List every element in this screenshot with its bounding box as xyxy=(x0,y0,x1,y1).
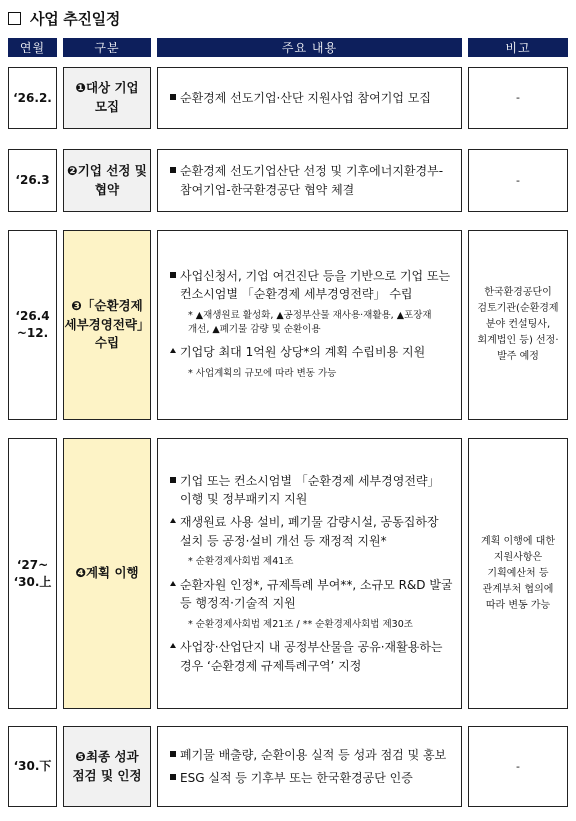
content-item xyxy=(166,89,455,108)
content-item-text: 사업장·산업단지 내 공정부산물을 공유·재활용하는 경우 ‘순환경제 규제특례구역’ 지정 xyxy=(180,639,443,673)
row-category: ❸「순환경제 세부경영전략」 수립 xyxy=(63,230,151,420)
header-date: 연월 xyxy=(8,38,57,57)
row-content xyxy=(157,149,462,212)
content-footnote: * ▲재생원료 활성화, ▲공정부산물 재사용·재활용, ▲포장재 개선, ▲폐기물 감량 및 순환이용 xyxy=(188,309,432,336)
square-bullet-icon xyxy=(166,89,180,100)
row-content xyxy=(157,67,462,129)
content-item-text: 순환자원 인정*, 규제특례 부여**, 소규모 R&D 발굴 등 행정적·기술적 지원 xyxy=(180,577,453,611)
row-content xyxy=(157,726,462,807)
content-item-text: 기업 또는 컨소시엄별 「순환경제 세부경영전략」 이행 및 정부패키지 지원 xyxy=(180,473,440,507)
row-note: - xyxy=(468,67,568,129)
row-category: ❹계획 이행 xyxy=(63,438,151,709)
row-date: ‘30.下 xyxy=(8,726,57,807)
section-title-text: 사업 추진일정 xyxy=(30,9,121,28)
content-item xyxy=(166,746,455,765)
content-item xyxy=(166,162,455,199)
header-note: 비고 xyxy=(468,38,568,57)
content-item xyxy=(166,769,455,788)
content-item-text: 사업신청서, 기업 여건진단 등을 기반으로 기업 또는 컨소시엄별 「순환경제 세부경영전략」 수립 xyxy=(180,268,451,302)
row-note: - xyxy=(468,149,568,212)
square-bullet-icon xyxy=(166,162,180,173)
square-bullet-icon xyxy=(166,769,180,780)
content-item xyxy=(166,576,455,613)
row-note: 계획 이행에 대한 지원사항은 기획예산처 등 관계부처 협의에 따라 변동 가능 xyxy=(468,438,568,709)
content-item-text: ESG 실적 등 기후부 또는 한국환경공단 인증 xyxy=(180,770,413,785)
content-item xyxy=(166,638,455,675)
header-content: 주요 내용 xyxy=(157,38,462,57)
triangle-bullet-icon xyxy=(166,576,180,586)
row-note: 한국환경공단이 검토기관(순환경제 분야 컨설팅사, 회계법인 등) 선정·발주 예정 xyxy=(468,230,568,420)
square-bullet-icon xyxy=(166,746,180,757)
checkbox-square-icon xyxy=(8,12,21,25)
content-item xyxy=(166,472,455,509)
content-item xyxy=(166,343,455,362)
content-footnote: * 사업계획의 규모에 따라 변동 가능 xyxy=(188,368,337,380)
content-item xyxy=(166,513,455,550)
triangle-bullet-icon xyxy=(166,513,180,523)
content-item-text: 폐기물 배출량, 순환이용 실적 등 성과 점검 및 홍보 xyxy=(180,747,447,762)
header-category: 구분 xyxy=(63,38,151,57)
triangle-bullet-icon xyxy=(166,343,180,353)
row-category: ❶대상 기업 모집 xyxy=(63,67,151,129)
content-footnote: * 순환경제사회법 제21조 / ** 순환경제사회법 제30조 xyxy=(188,618,413,630)
square-bullet-icon xyxy=(166,472,180,483)
square-bullet-icon xyxy=(166,267,180,278)
content-item xyxy=(166,267,455,304)
row-date: ‘26.2. xyxy=(8,67,57,129)
row-content xyxy=(157,438,462,709)
row-note: - xyxy=(468,726,568,807)
content-item-text: 순환경제 선도기업산단 선정 및 기후에너지환경부-참여기업-한국환경공단 협약 체결 xyxy=(180,163,444,197)
row-date: ‘27~ ‘30.上 xyxy=(8,438,57,709)
section-title xyxy=(8,8,120,28)
content-item-text: 재생원료 사용 설비, 폐기물 감량시설, 공동집하장 설치 등 공정·설비 개선 등 재정적 지원* xyxy=(180,515,439,548)
row-content xyxy=(157,230,462,420)
row-category: ❷기업 선정 및 협약 xyxy=(63,149,151,212)
row-date: ‘26.4 ~12. xyxy=(8,230,57,420)
content-footnote: * 순환경제사회법 제41조 xyxy=(188,556,294,568)
triangle-bullet-icon xyxy=(166,638,180,648)
row-category: ❺최종 성과 점검 및 인정 xyxy=(63,726,151,807)
content-item-text: 순환경제 선도기업·산단 지원사업 참여기업 모집 xyxy=(180,90,431,105)
content-item-text: 기업당 최대 1억원 상당*의 계획 수립비용 지원 xyxy=(180,345,426,360)
row-date: ‘26.3 xyxy=(8,149,57,212)
